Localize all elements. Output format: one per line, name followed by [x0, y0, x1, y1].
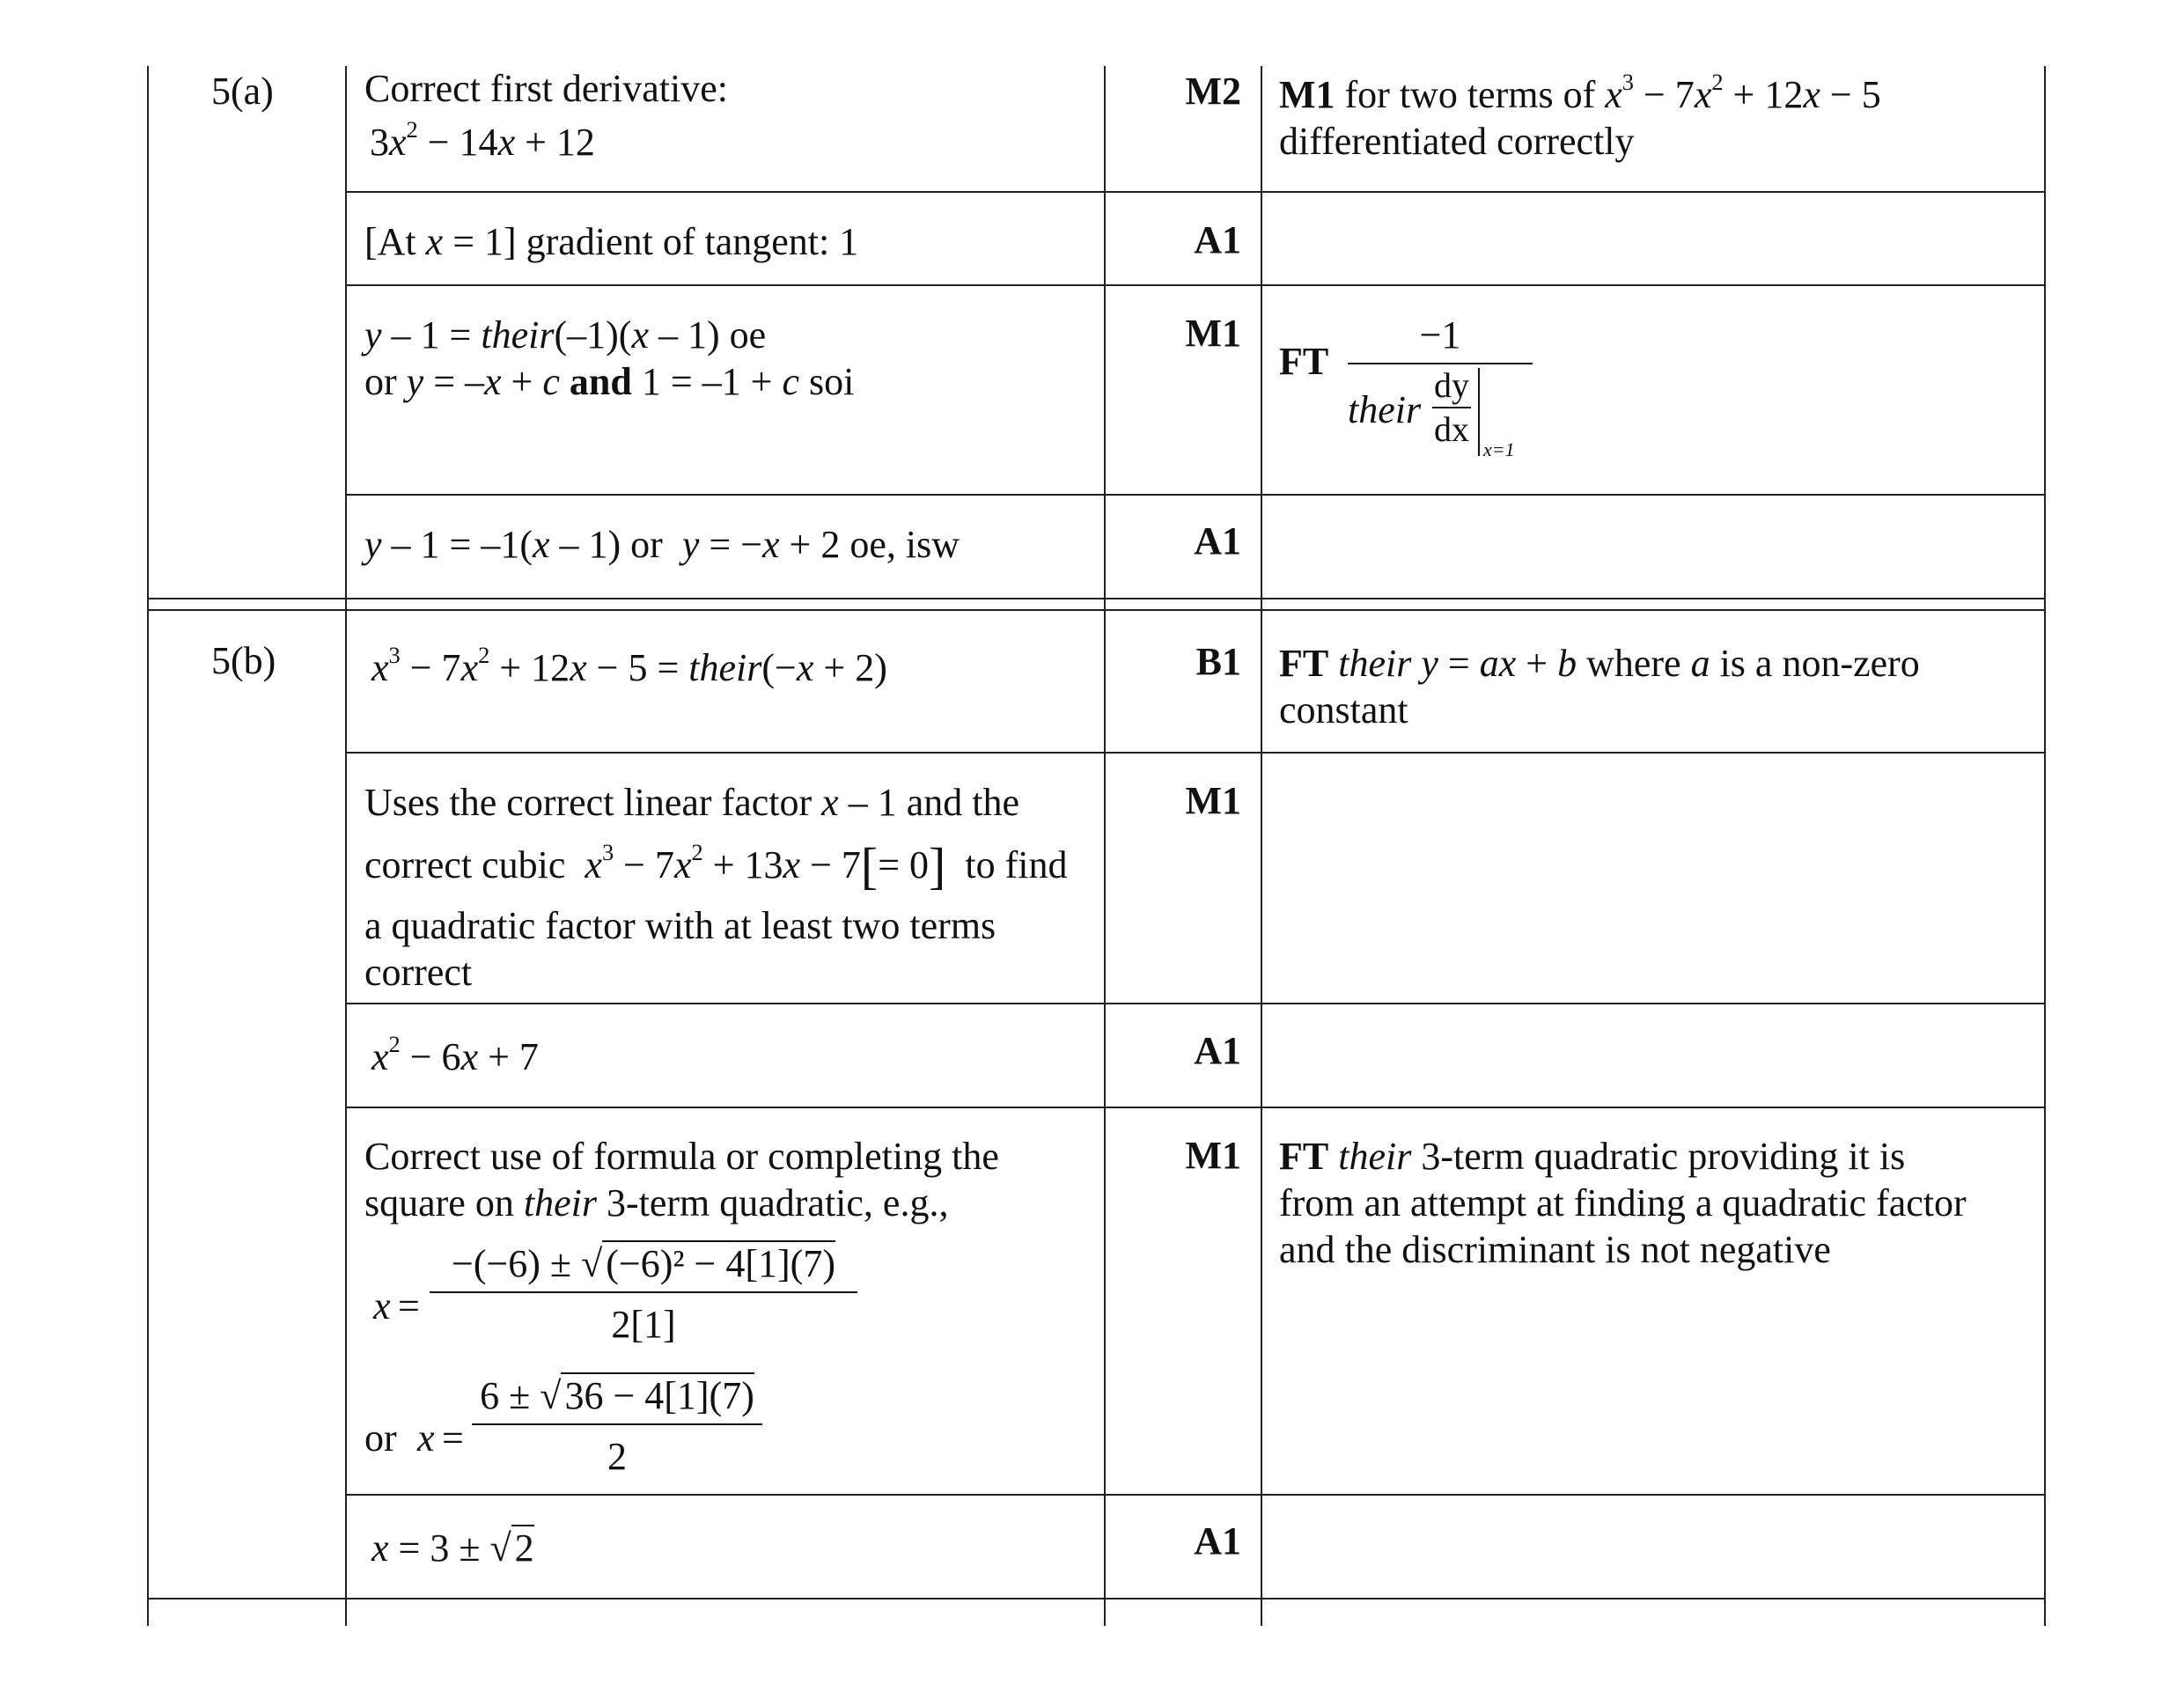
column-divider-1 — [345, 66, 347, 1626]
answer-text-line2: or y = –x + c and 1 = –1 + c soi — [364, 359, 855, 403]
guidance-text-line2: from an attempt at finding a quadratic factor — [1279, 1180, 1967, 1224]
mark-scheme-table: 5(a) Correct first derivative: $3x^2 - 14x + 12$ M2 M1 for two terms of $x^3 - 7x^2 + 12x - 5$ differentiated correctly [At x = 1] gradient of tangent: 1 A1 y – 1 = their(–1)(x – 1) oe or y = –x + c and 1 = –1 + c soi M1 FT −1 their dy dx x=1 y – 1 = –1(x – 1) or y = −x + 2 oe, isw A1 5(b) $x^3 - 7x^2 + 12x - 5$ = their(−x + 2) B1 FT their y = ax + b where a is a non-zero constant Uses the correct linear factor x – 1 and the correct cubic $x^3 - 7x^2 + 13x - 7[= 0]$ to find a quadratic factor with at least two terms correct M1 $x^2 - 6x + 7$ A1 Correct use of formula or completing the square on their 3-term quadratic, e.g., x = $\frac{\text{−(−6) ± √(−6)² − 4[1](7)}}{2[1]}$ or x = $\frac{6 \pm √36 - 4[1](7)}{2}$ M1 FT their 3-term quadratic providing it is from an attempt at finding a quadratic factor and the discriminant is not negative x = 3 ± √2 A1 — [0, 0, 2184, 1684]
row-divider — [345, 1494, 2046, 1496]
mark-code: M1 — [1185, 312, 1241, 355]
mark-code: B1 — [1195, 640, 1241, 683]
answer-cell — [364, 313, 854, 406]
guidance-text-line2: differentiated correctly — [1279, 119, 1635, 163]
final-answer: x = 3 ± √2 — [371, 1526, 534, 1570]
ft-label: FT — [1279, 340, 1329, 383]
column-divider-2 — [1104, 66, 1106, 1626]
guidance-text: M1 for two terms of $x^3 - 7x^2 + 12x - 5$ — [1279, 69, 1881, 116]
row-divider — [345, 494, 2046, 496]
table-border-left — [147, 66, 149, 1626]
guidance-cell — [1279, 69, 2036, 165]
guidance-text: FT their y = ax + b where a is a non-zero — [1279, 642, 1920, 685]
formula-numerator: −(−6) ± √(−6)² − 4[1](7) — [430, 1241, 857, 1293]
question-separator — [147, 598, 2046, 599]
guidance-cell — [1279, 1134, 2036, 1273]
answer-text-line3: a quadratic factor with at least two terms — [364, 904, 996, 948]
answer-text-line4: correct — [364, 951, 473, 995]
answer-text-line2: square on their 3-term quadratic, e.g., — [364, 1180, 949, 1224]
answer-text: [At x = 1] gradient of tangent: 1 — [364, 220, 859, 263]
answer-text: y – 1 = their(–1)(x – 1) oe — [364, 313, 767, 357]
column-divider-3 — [1261, 66, 1262, 1626]
mark-code: A1 — [1194, 1029, 1241, 1072]
row-divider — [345, 1003, 2046, 1004]
answer-text: Uses the correct linear factor x – 1 and the — [364, 781, 1019, 824]
row-divider — [345, 284, 2046, 286]
guidance-text-line2: constant — [1279, 688, 1408, 732]
row-divider — [345, 752, 2046, 754]
answer-text-line2: correct cubic $x^3 - 7x^2 + 13x - 7[= 0]$ to find — [364, 836, 1068, 894]
derivative-expression: $3x^2 - 14x + 12$ — [370, 116, 595, 164]
evaluation-bar — [1478, 368, 1480, 456]
formula-numerator: 6 ± √36 − 4[1](7) — [472, 1373, 762, 1425]
answer-cell — [364, 1134, 1095, 1227]
mark-code: M1 — [1185, 1134, 1241, 1177]
guidance-text-line3: and the discriminant is not negative — [1279, 1227, 1831, 1271]
ft-fraction — [1348, 313, 1533, 479]
mark-code: A1 — [1194, 1519, 1241, 1563]
row-divider — [345, 191, 2046, 193]
question-separator — [147, 609, 2046, 611]
derivative-fraction: dy dx — [1434, 364, 1469, 449]
answer-cell — [364, 780, 1095, 996]
answer-text: Correct use of formula or completing the — [364, 1135, 999, 1178]
formula-denominator: 2 — [607, 1434, 627, 1478]
row-divider — [345, 1107, 2046, 1108]
ft-numerator: −1 — [1348, 313, 1533, 364]
formula-denominator: 2[1] — [611, 1302, 676, 1346]
quadratic-factor: $x^2 - 6x + 7$ — [371, 1031, 539, 1078]
guidance-text: FT their 3-term quadratic providing it is — [1279, 1135, 1906, 1178]
table-border-right — [2044, 66, 2046, 1626]
answer-text: y – 1 = –1(x – 1) or y = −x + 2 oe, isw — [364, 523, 960, 566]
mark-code: M2 — [1185, 70, 1241, 113]
table-bottom-line — [147, 1598, 2046, 1599]
question-number: 5(b) — [211, 639, 276, 682]
guidance-cell — [1279, 641, 2036, 734]
answer-text: Correct first derivative: — [364, 67, 728, 110]
question-number: 5(a) — [211, 70, 274, 113]
mark-code: M1 — [1185, 779, 1241, 822]
answer-cell — [364, 66, 1095, 166]
answer-equation: $x^3 - 7x^2 + 12x - 5$ = their(−x + 2) — [371, 642, 887, 689]
ft-denominator: their dy dx x=1 — [1348, 364, 1515, 460]
mark-code: A1 — [1194, 218, 1241, 261]
mark-code: A1 — [1194, 519, 1241, 563]
